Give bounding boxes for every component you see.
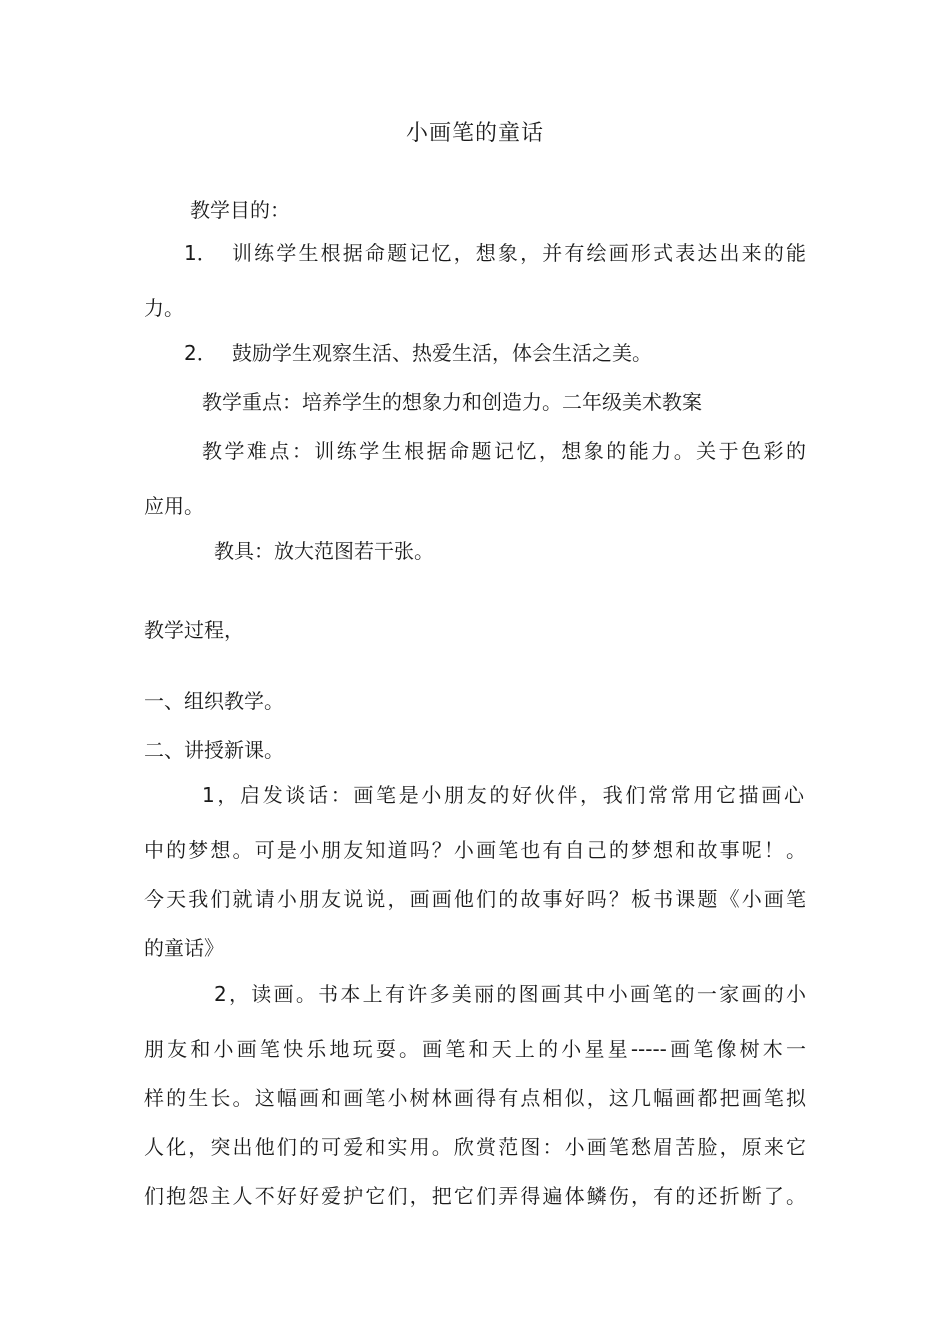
paragraph-2-line: 朋友和小画笔快乐地玩耍。画笔和天上的小星星-----画笔像树木一: [144, 1037, 806, 1061]
objective-1-line-1: 训练学生根据命题记忆，想象，并有绘画形式表达出来的能: [232, 241, 806, 265]
objectives-heading: 教学目的：: [190, 198, 290, 222]
objective-2-text: 鼓励学生观察生活、热爱生活，体会生活之美。: [232, 341, 652, 365]
paragraph-1-line: 今天我们就请小朋友说说，画画他们的故事好吗？板书课题《小画笔: [144, 887, 806, 911]
objective-1-number: 1．: [184, 241, 217, 265]
paragraph-1-line: 的童话》: [144, 936, 224, 960]
page-title: 小画笔的童话: [405, 121, 544, 146]
objective-1-line-2: 力。: [144, 296, 184, 320]
teaching-tools: 教具：放大范图若干张。: [214, 539, 434, 563]
key-point: 教学重点：培养学生的想象力和创造力。二年级美术教案: [202, 390, 702, 414]
paragraph-2-line: 人化，突出他们的可爱和实用。欣赏范图：小画笔愁眉苦脸，原来它: [144, 1135, 806, 1159]
section-1-heading: 一、组织教学。: [144, 689, 284, 713]
difficulty-line-2: 应用。: [144, 494, 204, 518]
paragraph-2-line: 2，读画。书本上有许多美丽的图画其中小画笔的一家画的小: [214, 982, 806, 1006]
paragraph-1-line: 1，启发谈话：画笔是小朋友的好伙伴，我们常常用它描画心: [202, 783, 804, 807]
paragraph-2-line: 们抱怨主人不好好爱护它们，把它们弄得遍体鳞伤，有的还折断了。: [144, 1184, 806, 1208]
objective-2-number: 2．: [184, 341, 217, 365]
paragraph-1-line: 中的梦想。可是小朋友知道吗？小画笔也有自己的梦想和故事呢！。: [144, 838, 806, 862]
process-heading: 教学过程，: [144, 618, 244, 642]
difficulty-line-1: 教学难点：训练学生根据命题记忆，想象的能力。关于色彩的: [202, 439, 806, 463]
paragraph-2-line: 样的生长。这幅画和画笔小树林画得有点相似，这几幅画都把画笔拟: [144, 1086, 806, 1110]
section-2-heading: 二、讲授新课。: [144, 738, 284, 762]
